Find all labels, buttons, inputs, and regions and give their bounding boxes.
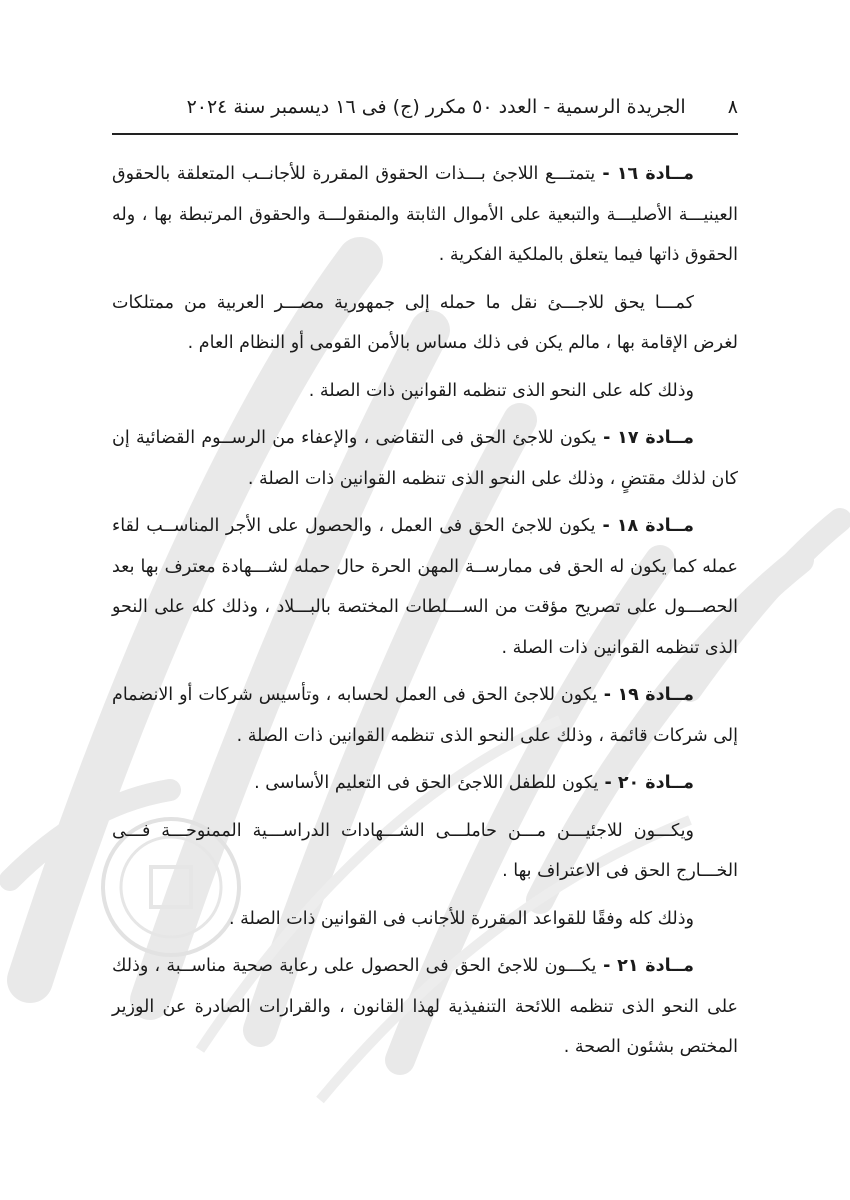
paragraph-text: كمـــا يحق للاجـــئ نقل ما حمله إلى جمهورية مصـــر العربية من ممتلكات لغرض الإقامة بها ، مالم يكن فى ذلك مساس بالأمن القومى أو النظام العام .: [112, 292, 738, 353]
article-16-closing-paragraph: [112, 371, 738, 412]
paragraph-text: ويكـــون للاجئيـــن مـــن حاملـــى الشـــهادات الدراســـية الممنوحـــة فـــى الخـــارج الحق فى الاعتراف بها .: [112, 820, 738, 881]
article-16-paragraph: [112, 154, 738, 276]
header-line: [187, 92, 738, 122]
page-number: ٨: [727, 96, 738, 118]
article-16-second-paragraph: [112, 283, 738, 364]
article-label: مــادة ١٩ -: [597, 685, 694, 705]
article-label: مــادة ١٨ -: [595, 516, 694, 536]
paragraph-text: يكون للاجئ الحق فى التقاضى ، والإعفاء من الرســوم القضائية إن كان لذلك مقتضٍ ، وذلك على النحو الذى تنظمه القوانين ذات الصلة .: [112, 428, 738, 489]
article-17-paragraph: [112, 418, 738, 499]
article-20-paragraph: [112, 763, 738, 804]
article-label: مــادة ١٦ -: [595, 164, 694, 184]
page-header: [112, 92, 738, 126]
article-20-second-paragraph: [112, 811, 738, 892]
paragraph-text: يتمتـــع اللاجئ بـــذات الحقوق المقررة للأجانــب المتعلقة بالحقوق العينيـــة الأصليـــة والتبعية على الأموال الثابتة والمنقولـــة والحقوق المرتبطة بها ، وله الحقوق ذاتها فيما يتعلق بالملكية الفكرية .: [112, 164, 738, 265]
document-body: [112, 154, 738, 1075]
article-label: مــادة ٢١ -: [596, 956, 694, 976]
article-label: مــادة ١٧ -: [596, 428, 695, 448]
paragraph-text: يكون للطفل اللاجئ الحق فى التعليم الأساسى .: [254, 773, 599, 793]
paragraph-text: وذلك كله وفقًا للقواعد المقررة للأجانب فى القوانين ذات الصلة .: [229, 908, 694, 929]
article-label: مــادة ٢٠ -: [598, 773, 694, 793]
article-18-paragraph: [112, 506, 738, 668]
article-19-paragraph: [112, 675, 738, 756]
paragraph-text: يكون للاجئ الحق فى العمل ، والحصول على الأجر المناســب لقاء عمله كما يكون له الحق فى ممارســة المهن الحرة حال حمله لشـــهادة معترف بها بعد الحصـــول على تصريح مؤقت من الســـلطات المختصة بالبـــلاد ، وذلك كله على النحو الذى تنظمه القوانين ذات الصلة .: [112, 516, 738, 658]
paragraph-text: يكون للاجئ الحق فى العمل لحسابه ، وتأسيس شركات أو الانضمام إلى شركات قائمة ، وذلك على النحو الذى تنظمه القوانين ذات الصلة .: [112, 685, 738, 746]
publication-title: الجريدة الرسمية - العدد ٥٠ مكرر (ج) فى ١٦ ديسمبر سنة ٢٠٢٤: [186, 96, 686, 118]
paragraph-text: وذلك كله على النحو الذى تنظمه القوانين ذات الصلة .: [308, 380, 694, 401]
header-divider: [112, 133, 738, 135]
article-20-closing-paragraph: [112, 899, 738, 940]
article-21-paragraph: [112, 946, 738, 1068]
paragraph-text: يكـــون للاجئ الحق فى الحصول على رعاية صحية مناســبة ، وذلك على النحو الذى تنظمه اللائحة التنفيذية لهذا القانون ، والقرارات الصادرة عن الوزير المختص بشئون الصحة .: [112, 956, 738, 1057]
